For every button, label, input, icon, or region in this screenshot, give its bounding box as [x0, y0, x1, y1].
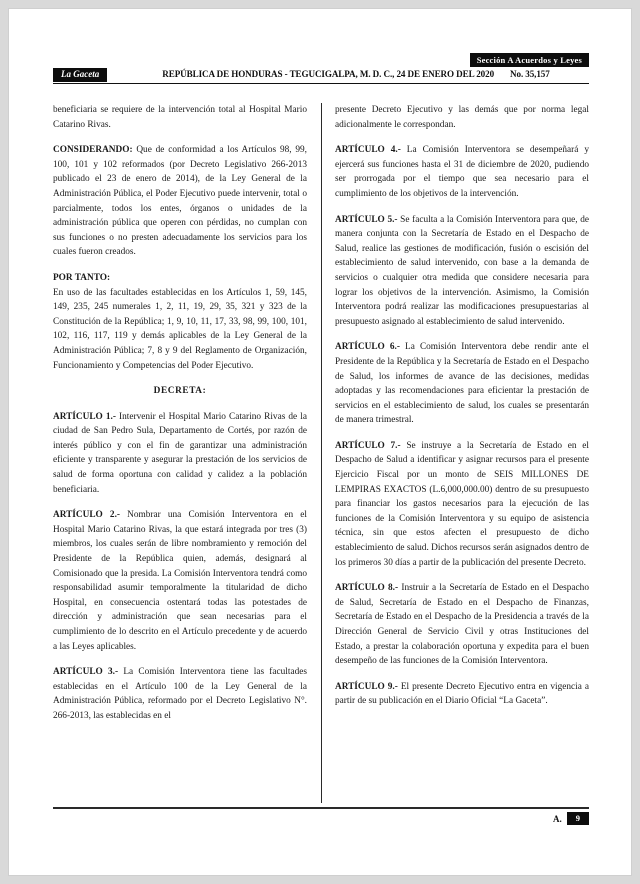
paragraph-articulo-9 — [335, 680, 589, 709]
paragraph-articulo-4 — [335, 143, 589, 201]
paragraph-text: En uso de las facultades establecidas en los Artículos 1, 59, 145, 149, 235, 245 numerales 1, 2, 11, 19, 29, 35, 321 y 323 de la Constitución de la República; 1, 9, 10, 11, 17, 33, 98, 99, 100, 101, 102, 116, 117, 119 y demás aplicables de la Ley General de la Administración Pública; 7, 8 y 9 del Reglamento de Organización, Funcionamiento y Competencias del Poder Ejecutivo. — [53, 287, 307, 371]
paragraph-por-tanto-body — [53, 286, 307, 374]
masthead-title — [123, 69, 589, 79]
paragraph-text: La Comisión Interventora se desempeñará y ejercerá sus funciones hasta el 31 de diciembre de 2020, pudiendo ser prorrogada por el tiempo que sea necesario para el cumplimiento de los objetivos de la intervención. — [335, 145, 589, 199]
paragraph-text: Nombrar una Comisión Interventora en el Hospital Mario Catarino Rivas, la que estará integrada por tres (3) miembros, los cuales serán de libre nombramiento y remoción del Presidente de la República quien, además, designará al Comisionado que la presida. La Comisión Interventora tendrá como responsabilidad asumir temporalmente la titularidad de dicho Hospital, en consecuencia ostentará todas las potestades de dirección y administración que sean necesarias para el cumplimiento de lo descrito en el Artículo precedente y de acuerdo a las Leyes aplicables. — [53, 510, 307, 652]
paragraph-lead: ARTÍCULO 3.- — [53, 667, 119, 678]
paragraph-lead: POR TANTO: — [53, 272, 111, 283]
paragraph-por-tanto-heading — [53, 271, 307, 286]
paragraph-text: Se instruye a la Secretaría de Estado en el Despacho de Salud a identificar y asignar recursos para el presente Ejercicio Fiscal por un monto de SEIS MILLONES DE LEMPIRAS EXACTOS (L.6,000,000.00) dentro de su presupuesto para financiar los gastos necesarios para la ejecución de las funciones de la Comisión Interventora y su equipo de asistencia técnica, sin que estos afecten el presupuesto de dicho establecimiento de salud. Dichos recursos serán asignados dentro de los primeros 30 días a partir de la publicación del presente Decreto. — [335, 440, 589, 568]
masthead-title-text: REPÚBLICA DE HONDURAS - TEGUCIGALPA, M. D. C., 24 DE ENERO DEL 2020 — [162, 69, 495, 79]
paragraph-lead: ARTÍCULO 5.- — [335, 214, 398, 225]
paragraph-text: beneficiaria se requiere de la intervención total al Hospital Mario Catarino Rivas. — [53, 105, 307, 130]
paragraph-continuation-presente-decreto — [335, 103, 589, 132]
footer-page-block — [553, 812, 589, 825]
column-right — [335, 103, 589, 720]
paragraph-articulo-7 — [335, 439, 589, 570]
paragraph-text: DECRETA: — [153, 386, 207, 397]
column-divider — [321, 103, 322, 803]
publication-name-badge: La Gaceta — [53, 68, 107, 82]
paragraph-decreta — [53, 384, 307, 399]
footer-page-number: 9 — [567, 812, 589, 825]
paragraph-lead: ARTÍCULO 7.- — [335, 440, 401, 451]
paragraph-articulo-5 — [335, 213, 589, 330]
paragraph-articulo-3 — [53, 665, 307, 723]
paragraph-text: Instruir a la Secretaría de Estado en el Despacho de Salud, Secretaría de Estado en el Despacho de Finanzas, Secretaría de Estado en el Despacho de la Presidencia a través de la Dirección General de Servicio Civil y otras Instituciones del Estado, a prestar la colaboración oportuna y expedita para el buen desempeño de las funciones de la Comisión Interventora. — [335, 583, 589, 667]
paragraph-text: La Comisión Interventora debe rendir ante el Presidente de la República y la Secretaría de Estado en el Despacho de Salud, los informes de avance de las decisiones, medidas adoptadas y las recomendaciones para eficientar la prestación de servicios en el establecimiento de salud, los cuales se presentarán de manera trimestral. — [335, 342, 589, 426]
article-columns — [53, 103, 589, 803]
masthead-issue-number: No. 35,157 — [510, 69, 550, 79]
gazette-page — [8, 8, 632, 876]
paragraph-text: Intervenir el Hospital Mario Catarino Rivas de la ciudad de San Pedro Sula, Departamento de Cortés, por razón de interés público y con el fin de garantizar una administración eficiente y transparente y asegurar la prestación de los servicios de salud de forma oportuna con calidad y calidez a la población beneficiaria. — [53, 411, 307, 495]
paragraph-text: El presente Decreto Ejecutivo entra en vigencia a partir de su publicación en el Diario Oficial “La Gaceta”. — [335, 681, 589, 707]
paragraph-articulo-8 — [335, 581, 589, 669]
paragraph-text: Se faculta a la Comisión Interventora para que, de manera conjunta con la Secretaría de Estado en el Despacho de Salud, realice las gestiones de modificación, fusión o escisión del establecimiento de salud intervenido, con base a la demanda de servicios o cualquier otra medida que considere necesaria para lograr los objetivos de la intervención. Asimismo, la Comisión Interventora podrá realizar las modificaciones presupuestarias al presupuesto asignado al establecimiento de salud intervenido. — [335, 214, 589, 327]
section-tag: Sección A Acuerdos y Leyes — [470, 53, 589, 67]
footer-section-label: A. — [553, 813, 562, 824]
paragraph-lead: ARTÍCULO 9.- — [335, 681, 398, 692]
column-left — [53, 103, 307, 735]
paragraph-articulo-6 — [335, 340, 589, 428]
footer-rule — [53, 807, 589, 809]
paragraph-lead: ARTÍCULO 6.- — [335, 342, 400, 353]
paragraph-lead: ARTÍCULO 8.- — [335, 583, 399, 594]
masthead-bar — [53, 68, 589, 84]
paragraph-lead: ARTÍCULO 4.- — [335, 145, 401, 156]
paragraph-continuation-beneficiaria — [53, 103, 307, 132]
paragraph-articulo-1 — [53, 410, 307, 498]
paragraph-considerando — [53, 143, 307, 260]
paragraph-articulo-2 — [53, 508, 307, 654]
paragraph-lead: ARTÍCULO 1.- — [53, 411, 116, 422]
paragraph-lead: ARTÍCULO 2.- — [53, 510, 121, 521]
paragraph-lead: CONSIDERANDO: — [53, 145, 133, 156]
paragraph-text: presente Decreto Ejecutivo y las demás que por norma legal adicionalmente le correspondan. — [335, 105, 589, 130]
paragraph-text: La Comisión Interventora tiene las facultades establecidas en el Artículo 100 de la Ley General de la Administración Pública, reformado por el Decreto Legislativo N°. 266-2013, las establecidas en el — [53, 667, 307, 721]
paragraph-text: Que de conformidad a los Artículos 98, 99, 100, 101 y 102 reformados (por Decreto Legislativo 266-2013 publicado el 23 de enero de 2014), de la Ley General de la Administración Pública, el Poder Ejecutivo puede intervenir, total o parcialmente, todos los entes, órganos o unidades de la administración pública que operen con pérdidas, no cumplan con sus funciones o no presten adecuadamente los servicios para los cuales fueron creados. — [53, 145, 307, 258]
